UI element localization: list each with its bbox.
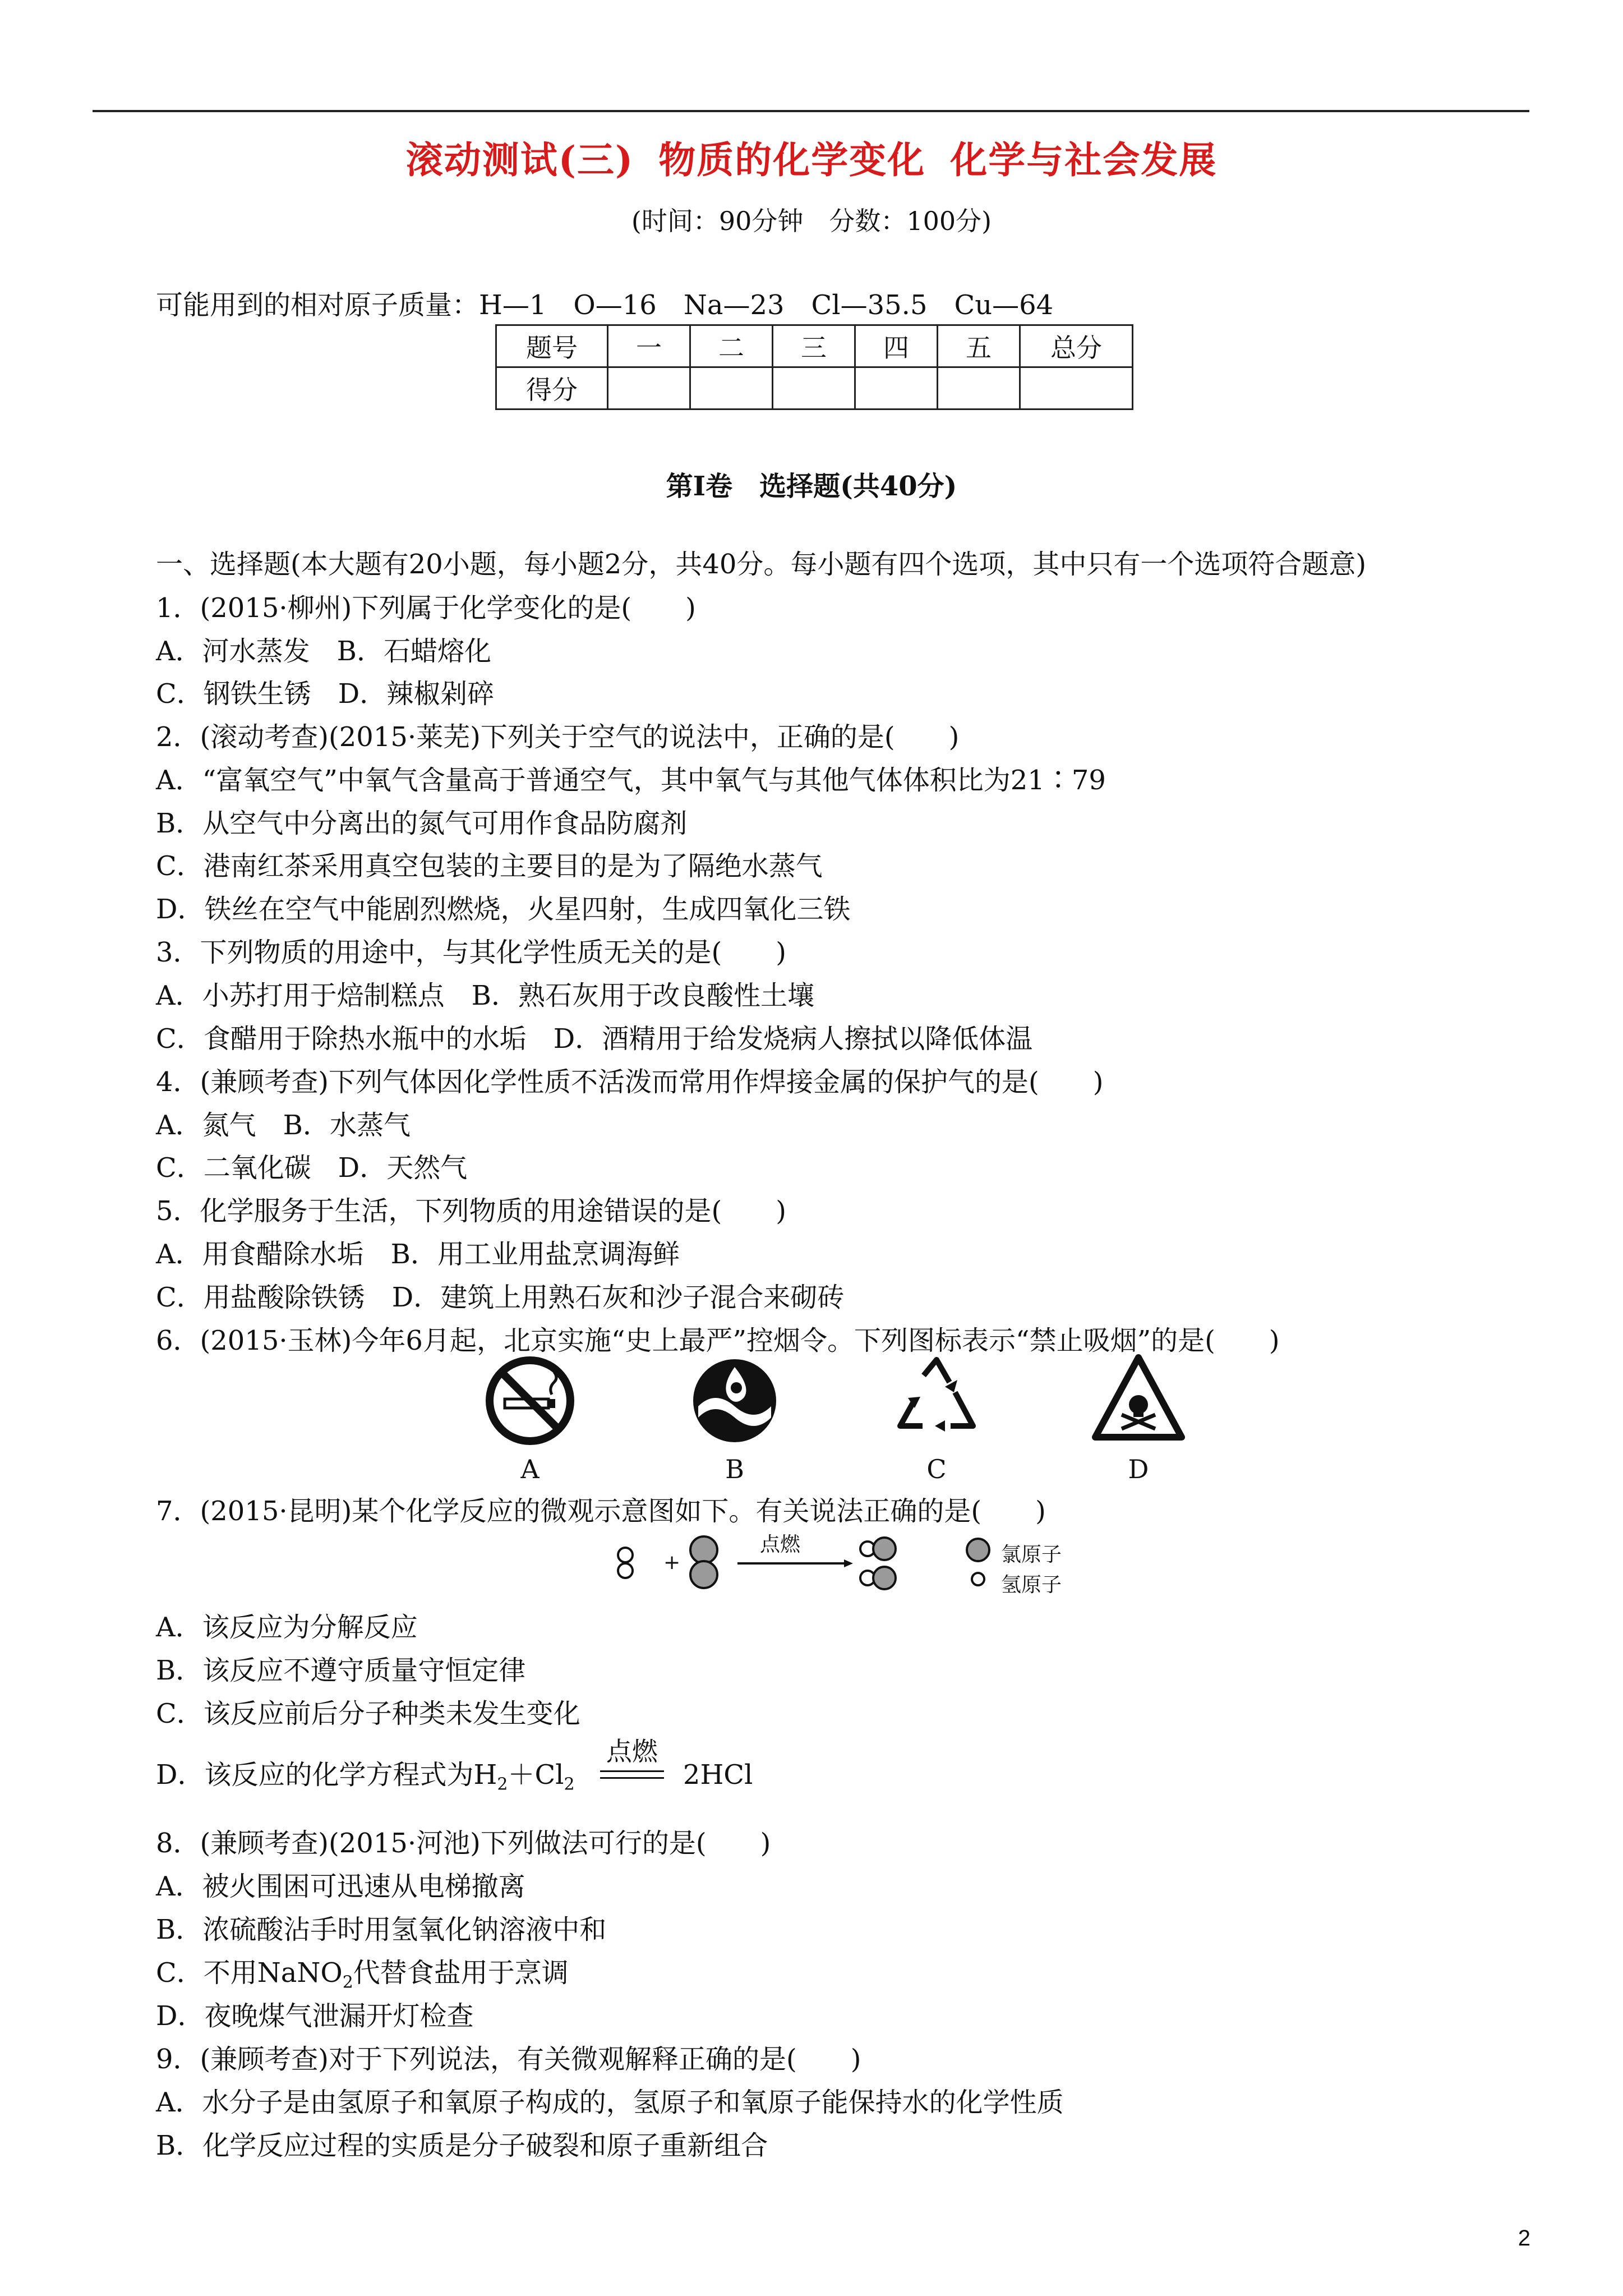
question-8-option-a: A．被火围困可迅速从电梯撤离 — [156, 1871, 525, 1902]
legend-chlorine: 氯原子 — [1001, 1543, 1062, 1566]
question-2-option-d: D．铁丝在空气中能剧烈燃烧，火星四射，生成四氧化三铁 — [156, 894, 851, 925]
score-table-score-row — [496, 367, 1133, 409]
question-6-icons — [482, 1353, 1211, 1488]
question-1-options-cd: C．钢铁生锈 D．辣椒剁碎 — [156, 678, 495, 710]
equation-condition-label: 点燃 — [606, 1736, 658, 1766]
question-1-options-ab: A．河水蒸发 B．石蜡熔化 — [156, 636, 491, 667]
page-number: 2 — [1518, 2226, 1530, 2251]
question-4-options-ab: A．氮气 B．水蒸气 — [156, 1110, 411, 1141]
reaction-condition: 点燃 — [760, 1533, 801, 1556]
atomic-masses: 可能用到的相对原子质量：H—1 O—16 Na—23 Cl—35.5 Cu—64 — [156, 289, 1054, 321]
icon-label-c: C — [926, 1454, 947, 1484]
question-2-option-b: B．从空气中分离出的氮气可用作食品防腐剂 — [156, 808, 688, 839]
question-4-options-cd: C．二氧化碳 D．天然气 — [156, 1152, 468, 1184]
question-7-stem: 7．(2015·昆明)某个化学反应的微观示意图如下。有关说法正确的是( ) — [156, 1496, 1046, 1527]
question-6-stem: 6．(2015·玉林)今年6月起，北京实施“史上最严”控烟令。下列图标表示“禁止吸烟”的是( ) — [156, 1325, 1280, 1356]
water-saving-icon — [687, 1353, 782, 1448]
title-part-2: 物质的化学变化 — [658, 138, 926, 182]
table-cell: 五 — [938, 325, 1020, 367]
formula-h-subscript: 2 — [497, 1774, 508, 1795]
formula-cl: ＋Cl — [508, 1759, 564, 1791]
score-input-cell[interactable] — [855, 367, 938, 409]
title-part-3: 化学与社会发展 — [950, 138, 1218, 182]
question-2-stem: 2．(滚动考查)(2015·莱芜)下列关于空气的说法中，正确的是( ) — [156, 721, 960, 753]
instructions: 一、选择题(本大题有20小题，每小题2分，共40分。每小题有四个选项，其中只有一个选项符合题意) — [156, 549, 1367, 580]
formula-h: H — [473, 1759, 497, 1791]
table-cell: 一 — [608, 325, 690, 367]
no-smoking-icon — [482, 1353, 578, 1448]
score-input-cell[interactable] — [1020, 367, 1133, 409]
question-5-stem: 5．化学服务于生活，下列物质的用途错误的是( ) — [156, 1195, 786, 1227]
icon-label-a: A — [520, 1454, 540, 1484]
recycle-icon — [889, 1353, 984, 1448]
question-7-option-d — [156, 1736, 753, 1795]
question-8-option-b: B．浓硫酸沾手时用氢氧化钠溶液中和 — [156, 1914, 607, 1945]
question-7-option-b: B．该反应不遵守质量守恒定律 — [156, 1655, 526, 1686]
table-cell: 得分 — [496, 367, 608, 409]
table-cell: 四 — [855, 325, 938, 367]
question-1-stem: 1．(2015·柳州)下列属于化学变化的是( ) — [156, 592, 696, 624]
formula-cl-subscript: 2 — [564, 1774, 575, 1795]
page-title — [0, 130, 1623, 183]
question-7-option-c: C．该反应前后分子种类未发生变化 — [156, 1698, 580, 1729]
question-9-option-b: B．化学反应过程的实质是分子破裂和原子重新组合 — [156, 2130, 768, 2161]
score-input-cell[interactable] — [690, 367, 773, 409]
svg-text:+: + — [663, 1551, 681, 1574]
table-cell: 题号 — [496, 325, 608, 367]
formula-product: 2HCl — [683, 1759, 753, 1791]
score-input-cell[interactable] — [608, 367, 690, 409]
icon-label-b: B — [725, 1454, 744, 1484]
title-part-1: 滚动测试(三) — [405, 138, 634, 182]
table-cell: 总分 — [1020, 325, 1133, 367]
table-cell: 二 — [690, 325, 773, 367]
question-9-option-a: A．水分子是由氢原子和氧原子构成的，氢原子和氧原子能保持水的化学性质 — [156, 2087, 1064, 2118]
question-8-option-d: D．夜晚煤气泄漏开灯检查 — [156, 2000, 474, 2032]
question-2-option-c: C．港南红茶采用真空包装的主要目的是为了隔绝水蒸气 — [156, 850, 823, 882]
question-9-stem: 9．(兼顾考查)对于下列说法，有关微观解释正确的是( ) — [156, 2044, 861, 2075]
question-3-options-ab: A．小苏打用于焙制糕点 B．熟石灰用于改良酸性土壤 — [156, 980, 814, 1011]
legend-hydrogen: 氢原子 — [1001, 1573, 1062, 1596]
question-5-options-cd: C．用盐酸除铁锈 D．建筑上用熟石灰和沙子混合来砌砖 — [156, 1282, 845, 1313]
question-8-option-c: C．不用NaNO$_2$代替食盐用于烹调 — [156, 1957, 569, 1993]
score-table — [495, 324, 1133, 410]
toxic-warning-icon — [1091, 1353, 1186, 1448]
score-input-cell[interactable] — [938, 367, 1020, 409]
question-2-option-a: A．“富氧空气”中氧气含量高于普通空气，其中氧气与其他气体体积比为21∶79 — [156, 765, 1106, 796]
question-3-stem: 3．下列物质的用途中，与其化学性质无关的是( ) — [156, 937, 786, 968]
table-cell: 三 — [773, 325, 855, 367]
question-4-stem: 4．(兼顾考查)下列气体因化学性质不活泼而常用作焊接金属的保护气的是( ) — [156, 1066, 1104, 1098]
option-d-text: D．该反应的化学方程式为 — [156, 1759, 474, 1791]
question-8-stem: 8．(兼顾考查)(2015·河池)下列做法可行的是( ) — [156, 1828, 771, 1859]
reaction-diagram — [608, 1529, 1091, 1596]
question-3-options-cd: C．食醋用于除热水瓶中的水垢 D．酒精用于给发烧病人擦拭以降低体温 — [156, 1023, 1033, 1055]
score-table-header-row — [496, 325, 1133, 367]
section-title: 第Ⅰ卷 选择题(共40分) — [666, 471, 957, 502]
icon-label-d: D — [1128, 1454, 1149, 1484]
question-5-options-ab: A．用食醋除水垢 B．用工业用盐烹调海鲜 — [156, 1239, 680, 1270]
exam-info: (时间：90分钟 分数：100分) — [631, 206, 992, 236]
score-input-cell[interactable] — [773, 367, 855, 409]
header-rule — [93, 110, 1529, 112]
question-7-option-a: A．该反应为分解反应 — [156, 1612, 418, 1643]
equation-condition — [596, 1736, 668, 1791]
